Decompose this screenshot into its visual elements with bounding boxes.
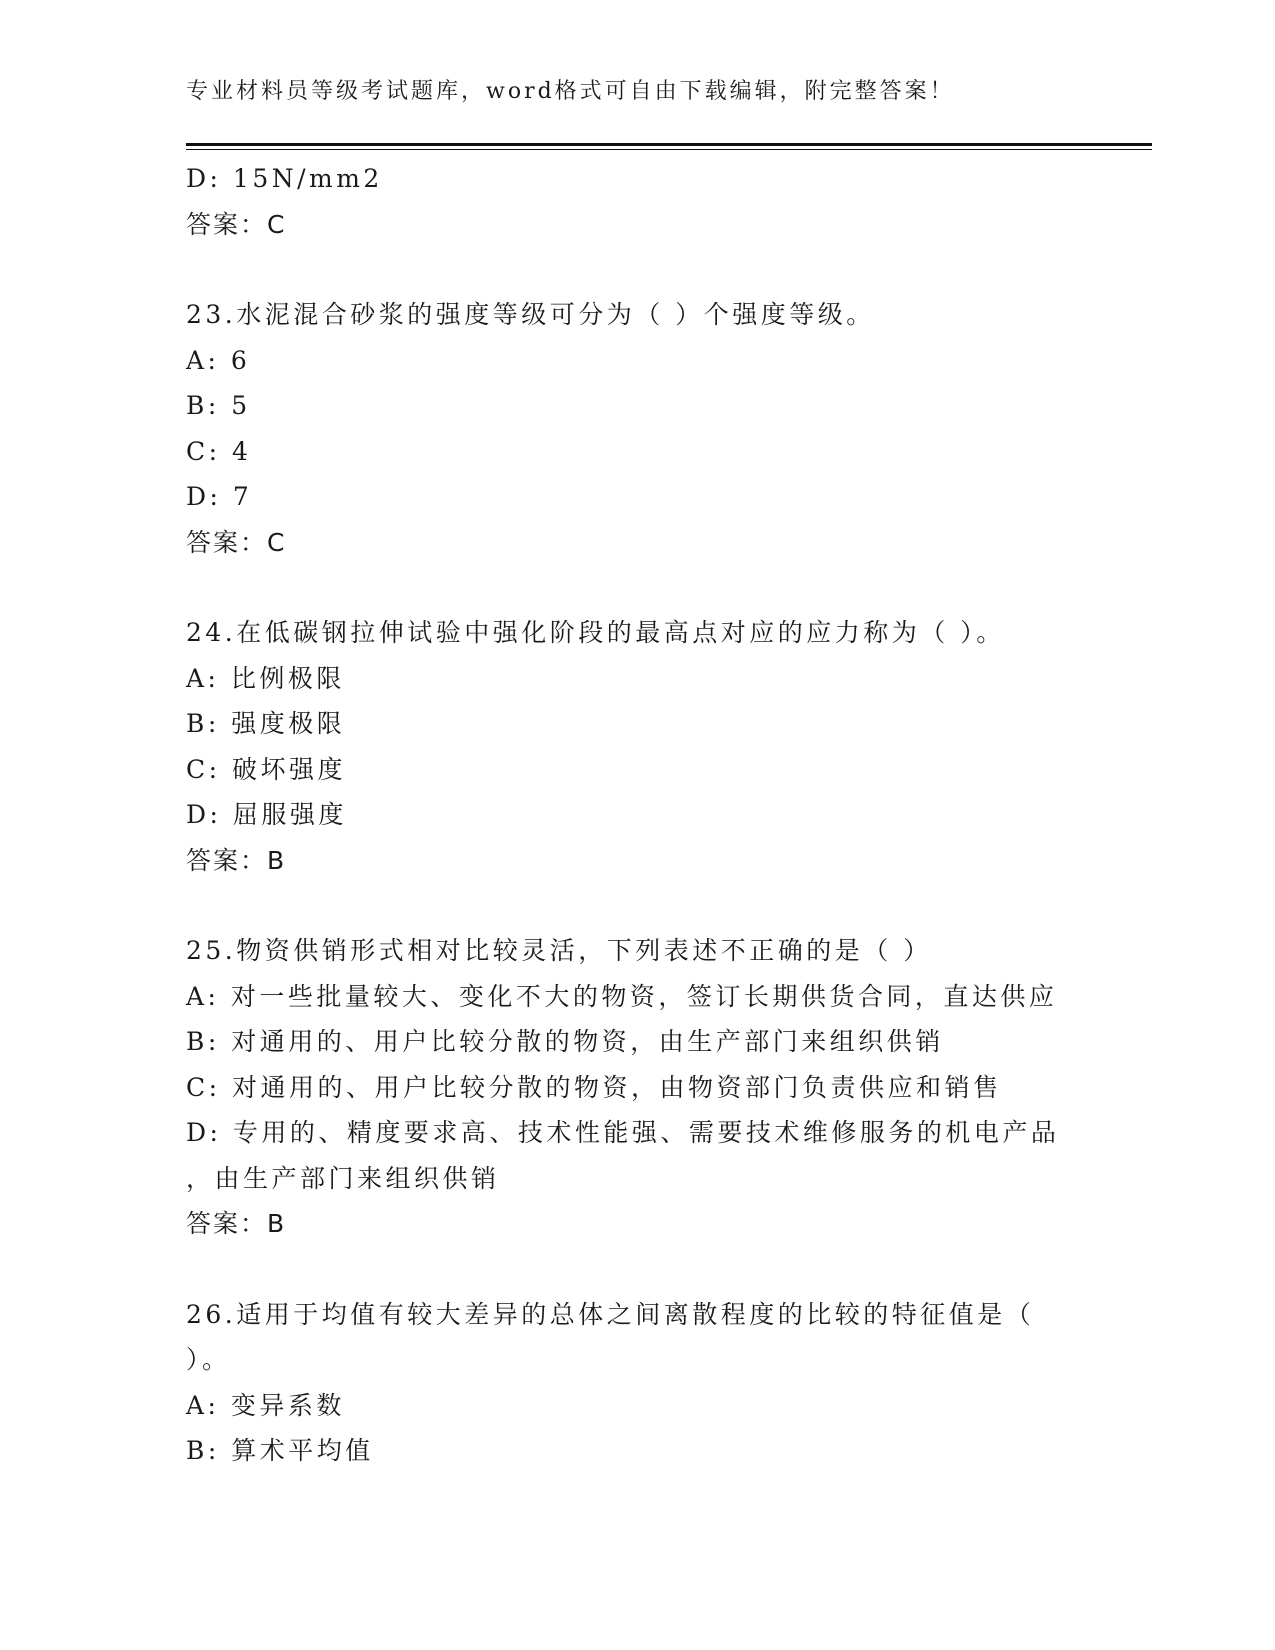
header-rule-thick (186, 143, 1152, 146)
question-25 (186, 928, 1152, 1247)
prev-answer: 答案：C (186, 209, 287, 239)
question-stem: 25.物资供销形式相对比较灵活，下列表述不正确的是（ ） (186, 936, 932, 965)
option-b: B: 对通用的、用户比较分散的物资，由生产部门来组织供销 (186, 1027, 944, 1056)
question-stem: 26.适用于均值有较大差异的总体之间离散程度的比较的特征值是（ (186, 1299, 1035, 1329)
question-23 (186, 292, 1152, 565)
question-stem: 24.在低碳钢拉伸试验中强化阶段的最高点对应的应力称为（ ）。 (186, 618, 1005, 647)
spacer (186, 1247, 1152, 1292)
question-26 (186, 1292, 1152, 1474)
option-d: D: 屈服强度 (186, 800, 347, 829)
option-a: A: 6 (186, 345, 251, 375)
option-c: C: 破坏强度 (186, 754, 346, 784)
page-header: 专业材料员等级考试题库，word格式可自由下载编辑，附完整答案！ (186, 79, 955, 104)
option-b: B: 5 (186, 391, 251, 420)
option-b: B: 强度极限 (186, 709, 346, 738)
question-content (186, 156, 1152, 1474)
option-a: A: 对一些批量较大、变化不大的物资，签订长期供货合同，直达供应 (186, 981, 1058, 1011)
spacer (186, 247, 1152, 292)
question-24 (186, 610, 1152, 883)
option-c: C: 4 (186, 436, 252, 466)
prev-option-d: D: 15N/mm2 (186, 164, 383, 193)
option-a: A: 比例极限 (186, 663, 345, 693)
option-d-continued: ，由生产部门来组织供销 (186, 1163, 500, 1193)
question-stem-continued: ）。 (186, 1345, 231, 1374)
option-a: A: 变异系数 (186, 1390, 345, 1420)
header-rule-thin (186, 149, 1152, 150)
answer: 答案：B (186, 1209, 287, 1238)
answer: 答案：B (186, 845, 287, 875)
option-d: D: 专用的、精度要求高、技术性能强、需要技术维修服务的机电产品 (186, 1118, 1060, 1147)
spacer (186, 565, 1152, 610)
spacer (186, 883, 1152, 928)
option-b: B: 算术平均值 (186, 1436, 374, 1465)
question-stem: 23.水泥混合砂浆的强度等级可分为（ ）个强度等级。 (186, 300, 875, 329)
answer: 答案：C (186, 527, 287, 557)
option-c: C: 对通用的、用户比较分散的物资，由物资部门负责供应和销售 (186, 1072, 1002, 1102)
option-d: D: 7 (186, 482, 253, 511)
